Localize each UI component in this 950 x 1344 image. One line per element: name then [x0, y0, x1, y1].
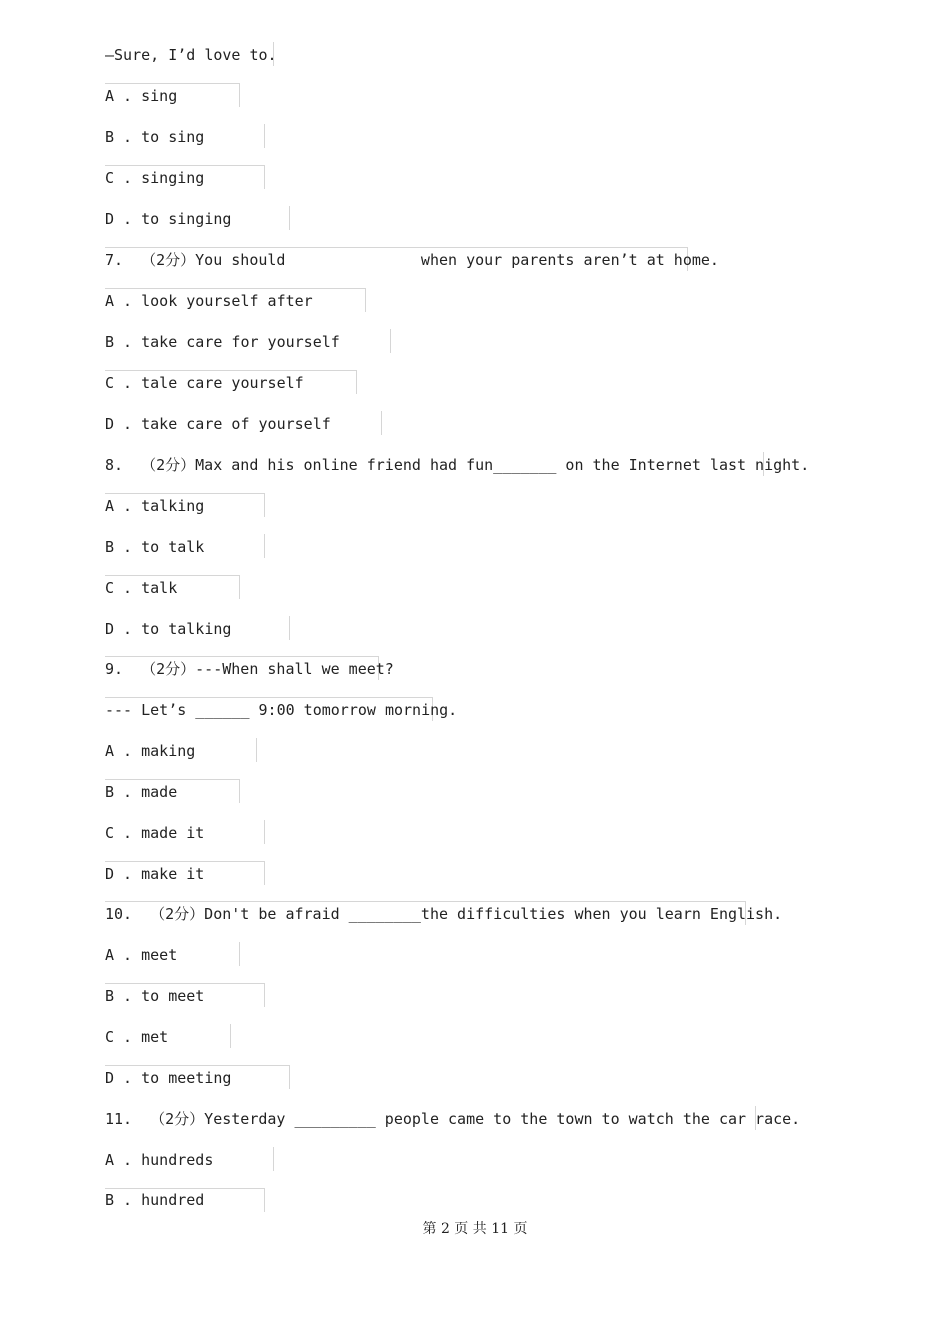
answer-reply-q6: —Sure, I’d love to.	[105, 46, 277, 64]
option-q10-b[interactable]: B . to meet	[105, 987, 205, 1005]
option-q7-d[interactable]: D . take care of yourself	[105, 415, 331, 433]
option-q7-b[interactable]: B . take care for yourself	[105, 333, 340, 351]
option-q10-a[interactable]: A . meet	[105, 946, 178, 964]
option-q9-b[interactable]: B . made	[105, 783, 178, 801]
option-q8-b[interactable]: B . to talk	[105, 538, 205, 556]
question-stem-q7: 7. （2分）You should when your parents aren’t at home.	[105, 251, 719, 269]
option-q9-a[interactable]: A . making	[105, 742, 196, 760]
option-q7-a[interactable]: A . look yourself after	[105, 292, 313, 310]
option-q6-d[interactable]: D . to singing	[105, 210, 232, 228]
option-q6-c[interactable]: C . singing	[105, 169, 205, 187]
option-q11-a[interactable]: A . hundreds	[105, 1151, 214, 1169]
option-q8-d[interactable]: D . to talking	[105, 620, 232, 638]
option-q9-d[interactable]: D . make it	[105, 865, 205, 883]
option-q8-c[interactable]: C . talk	[105, 579, 178, 597]
question-stem-q8: 8. （2分）Max and his online friend had fun_______ on the Internet last night.	[105, 456, 810, 474]
option-q8-a[interactable]: A . talking	[105, 497, 205, 515]
question-stem-q10: 10. （2分）Don't be afraid ________the difficulties when you learn English.	[105, 905, 783, 923]
option-q10-c[interactable]: C . met	[105, 1028, 169, 1046]
option-q7-c[interactable]: C . tale care yourself	[105, 374, 304, 392]
question-stem-q11: 11. （2分）Yesterday _________ people came to the town to watch the car race.	[105, 1110, 801, 1128]
question-stem-q9: 9. （2分）---When shall we meet?	[105, 660, 394, 678]
page-number-footer: 第 2 页 共 11 页	[422, 1221, 528, 1237]
option-q6-b[interactable]: B . to sing	[105, 128, 205, 146]
option-q10-d[interactable]: D . to meeting	[105, 1069, 232, 1087]
option-q11-b[interactable]: B . hundred	[105, 1191, 205, 1209]
option-q6-a[interactable]: A . sing	[105, 87, 178, 105]
option-q9-c[interactable]: C . made it	[105, 824, 205, 842]
answer-reply-q9: --- Let’s ______ 9:00 tomorrow morning.	[105, 701, 458, 719]
